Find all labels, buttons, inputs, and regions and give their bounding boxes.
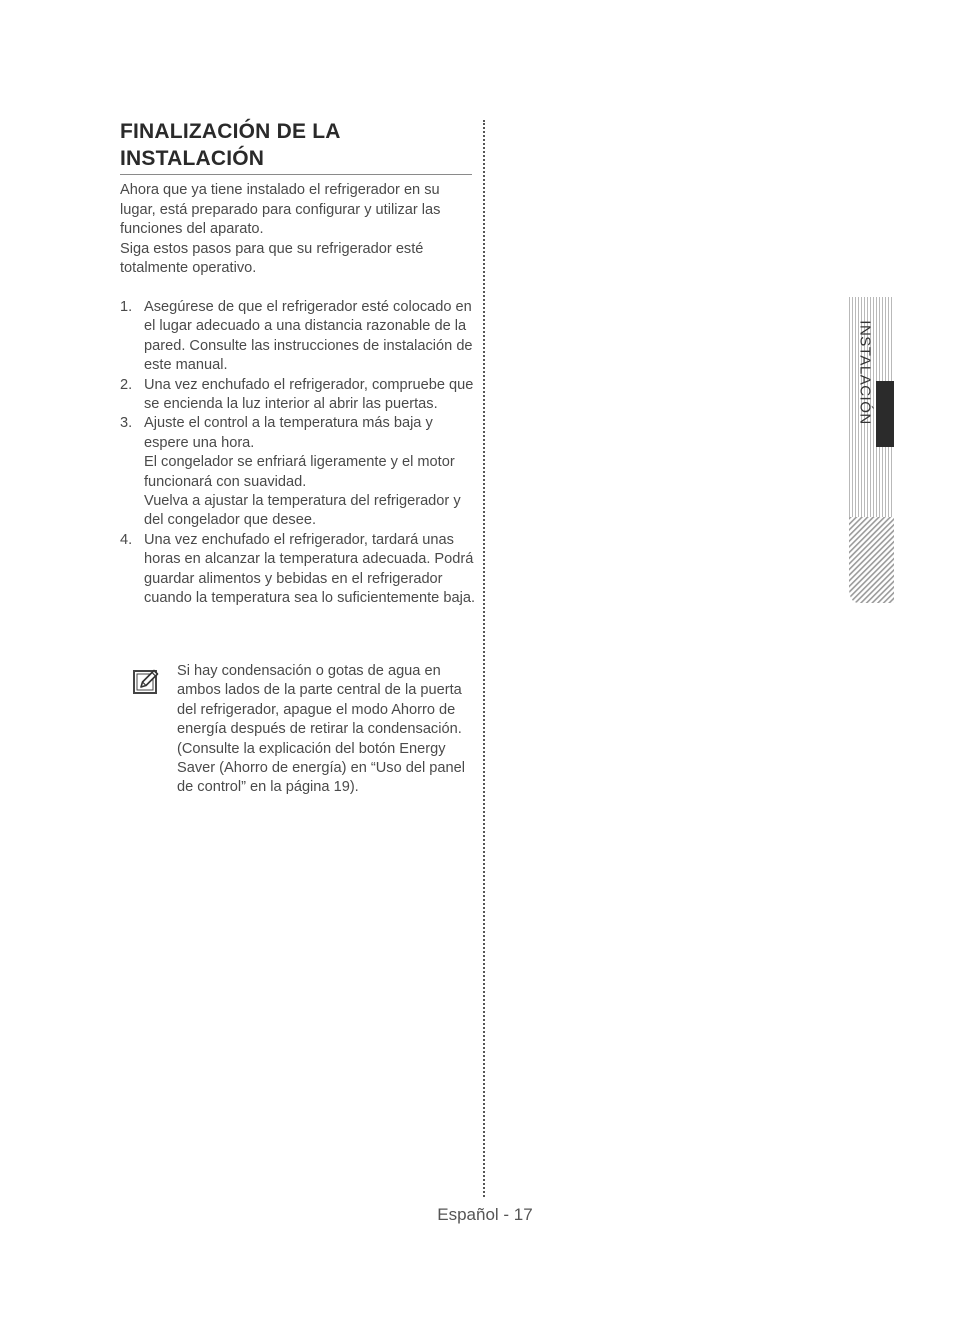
intro-paragraph: Siga estos pasos para que su refrigerador esté totalmente operativo. xyxy=(120,240,424,276)
note-pencil-icon xyxy=(132,666,162,696)
step-item xyxy=(120,376,475,415)
step-item xyxy=(120,414,475,530)
side-tab-label xyxy=(853,297,877,447)
side-tab xyxy=(849,297,894,603)
step-text: Una vez enchufado el refrigerador, compruebe que se encienda la luz interior al abrir las puertas. xyxy=(144,376,474,413)
step-text: El congelador se enfriará ligeramente y el motor funcionará con suavidad. xyxy=(144,454,455,490)
step-text: Vuelva a ajustar la temperatura del refrigerador y del congelador que desee. xyxy=(144,493,461,529)
column-divider xyxy=(483,120,485,1197)
section-heading-line1: FINALIZACIÓN DE LA xyxy=(120,120,341,143)
step-text: Una vez enchufado el refrigerador, tardará unas horas en alcanzar la temperatura adecuada. Podrá guardar alimentos y bebidas en el refrigerador cuando la temperatura sea lo suficientemente baja. xyxy=(144,531,475,607)
intro-paragraph: Ahora que ya tiene instalado el refrigerador en su lugar, está preparado para configurar y utilizar las funciones del aparato. xyxy=(120,182,441,237)
steps-list xyxy=(120,298,475,609)
section-heading xyxy=(120,118,472,175)
step-number: 4. xyxy=(120,531,133,548)
step-item xyxy=(120,531,475,609)
note-text: Si hay condensación o gotas de agua en ambos lados de la parte central de la puerta del refrigerador, apague el modo Ahorro de energía después de retirar la condensación. (Consulte la explicación del botón Energy Saver (Ahorro de energía) en “Uso del panel de control” en la página 19). xyxy=(177,663,465,796)
step-number: 1. xyxy=(120,299,133,315)
step-item xyxy=(120,298,475,376)
section-heading-line2: INSTALACIÓN xyxy=(120,147,265,170)
intro-text xyxy=(120,181,472,279)
step-text: Ajuste el control a la temperatura más baja y espere una hora. xyxy=(144,415,433,451)
step-number: 3. xyxy=(120,415,133,432)
note-box xyxy=(120,662,480,798)
page-footer: Español - 17 xyxy=(437,1205,533,1224)
step-number: 2. xyxy=(120,376,133,393)
side-tab-label-text: INSTALACIÓN xyxy=(856,319,874,425)
step-text: Asegúrese de que el refrigerador esté colocado en el lugar adecuado a una distancia razonable de la pared. Consulte las instrucciones de instalación de este manual. xyxy=(144,299,473,374)
